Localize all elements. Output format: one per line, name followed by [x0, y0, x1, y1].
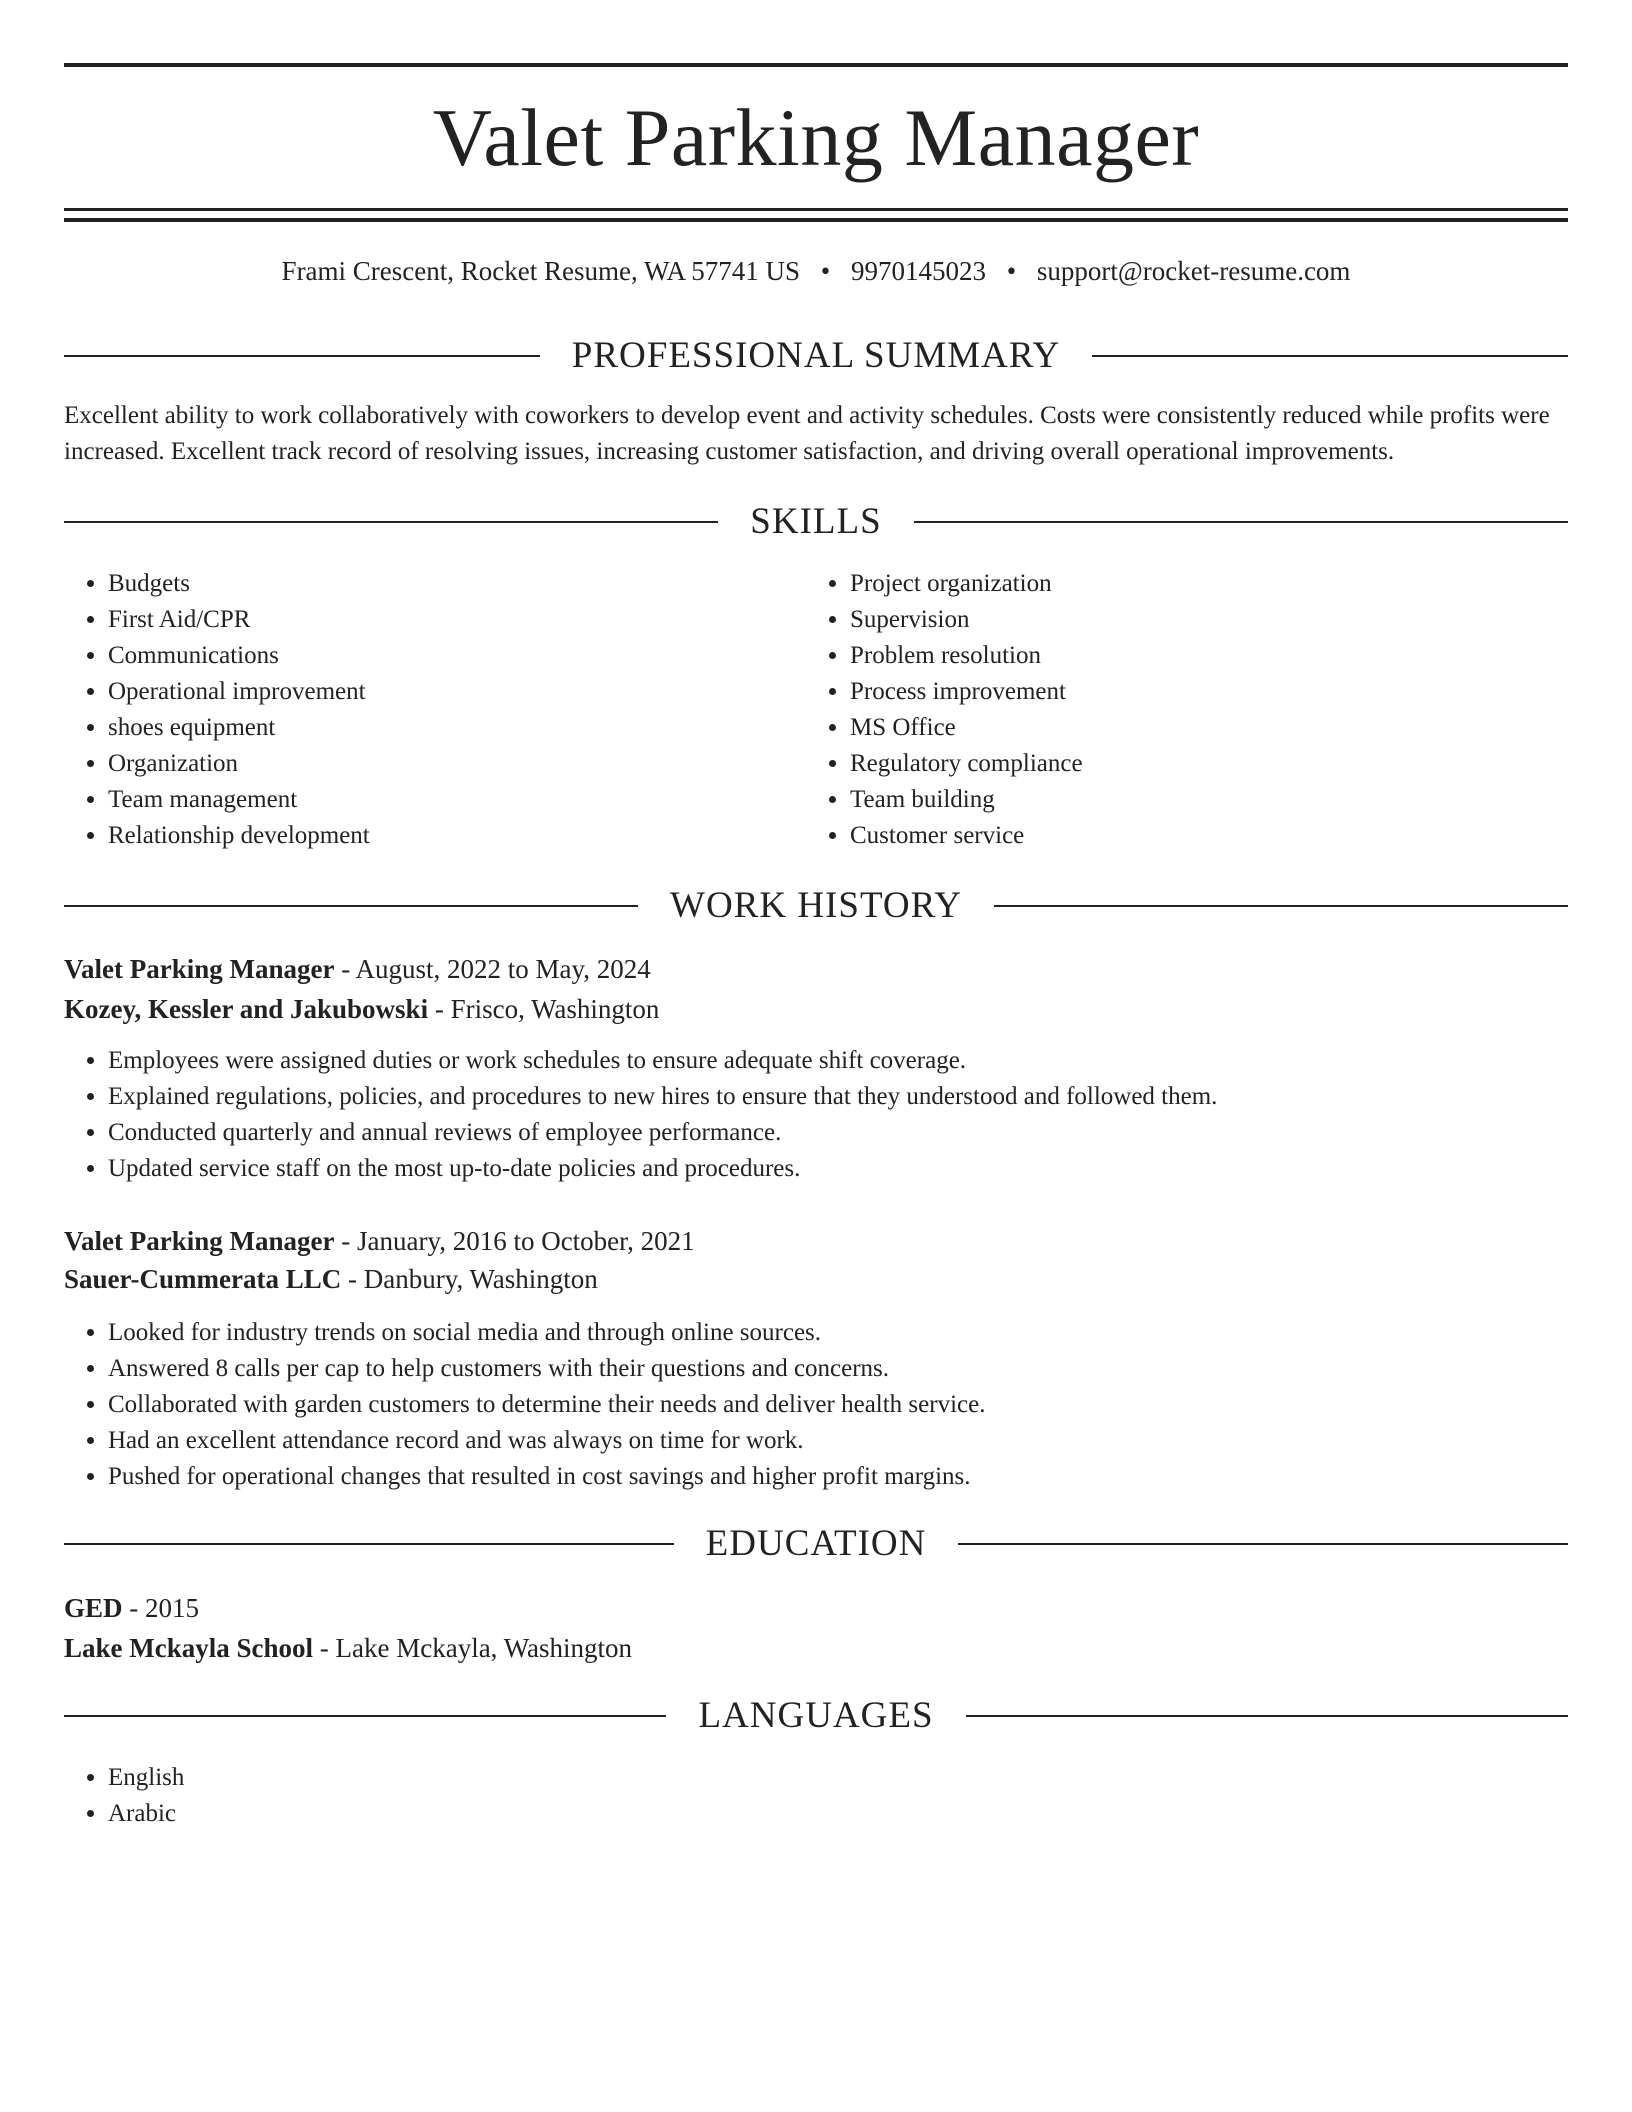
summary-section-title: PROFESSIONAL SUMMARY	[571, 335, 1061, 376]
job-bullet: • Collaborated with garden customers to determine their needs and deliver health service.	[108, 1387, 985, 1423]
education-location: Lake Mckayla, Washington	[335, 1633, 633, 1663]
job-title-line	[64, 1221, 695, 1261]
skill-item: • Budgets	[108, 566, 370, 602]
education-year: 2015	[145, 1593, 200, 1623]
section-rule-right	[1092, 355, 1568, 357]
section-rule-left	[64, 355, 540, 357]
section-rule-left	[64, 1543, 674, 1545]
skills-section-header	[64, 500, 1568, 544]
section-rule-left	[64, 905, 638, 907]
dash: -	[428, 994, 451, 1024]
job-company-line	[64, 989, 659, 1029]
skill-item: • Relationship development	[108, 818, 370, 854]
skill-item: • Project organization	[850, 566, 1083, 602]
skill-item: • Team building	[850, 782, 1083, 818]
education-section-header	[64, 1522, 1568, 1566]
skill-item: • Communications	[108, 638, 370, 674]
section-rule-right	[994, 905, 1568, 907]
job-dates: January, 2016 to October, 2021	[356, 1226, 695, 1256]
job-company: Kozey, Kessler and Jakubowski	[64, 994, 429, 1024]
languages-section-header	[64, 1694, 1568, 1738]
skill-item: • Team management	[108, 782, 370, 818]
skill-item: • Regulatory compliance	[850, 746, 1083, 782]
job-bullet: • Conducted quarterly and annual reviews of employee performance.	[108, 1115, 1217, 1151]
language-item: • Arabic	[108, 1796, 184, 1832]
dash: -	[341, 1264, 364, 1294]
languages-list	[64, 1760, 184, 1832]
dash: -	[334, 1226, 357, 1256]
candidate-name: Valet Parking Manager	[432, 92, 1200, 183]
skill-item: • Organization	[108, 746, 370, 782]
education-section-title: EDUCATION	[705, 1523, 927, 1564]
job-bullets	[64, 1043, 1217, 1187]
dash: -	[122, 1593, 146, 1623]
contact-separator: •	[1006, 256, 1017, 286]
job-company: Sauer-Cummerata LLC	[64, 1264, 342, 1294]
job-bullet: • Answered 8 calls per cap to help customers with their questions and concerns.	[108, 1351, 985, 1387]
education-school: Lake Mckayla School	[64, 1633, 314, 1663]
skill-item: • shoes equipment	[108, 710, 370, 746]
contact-phone: 9970145023	[850, 256, 986, 286]
job-location: Danbury, Washington	[363, 1264, 598, 1294]
job-bullet: • Updated service staff on the most up-to-date policies and procedures.	[108, 1151, 1217, 1187]
work-section-header	[64, 884, 1568, 928]
dash: -	[313, 1633, 336, 1663]
job-bullets	[64, 1315, 985, 1495]
skill-item: • Process improvement	[850, 674, 1083, 710]
header-top-rule	[64, 63, 1568, 67]
skill-item: • MS Office	[850, 710, 1083, 746]
job-role: Valet Parking Manager	[64, 1226, 335, 1256]
skill-item: • Supervision	[850, 602, 1083, 638]
contact-separator: •	[820, 256, 831, 286]
job-dates: August, 2022 to May, 2024	[355, 954, 651, 984]
skill-item: • First Aid/CPR	[108, 602, 370, 638]
job-bullet: • Looked for industry trends on social media and through online sources.	[108, 1315, 985, 1351]
job-bullet: • Employees were assigned duties or work schedules to ensure adequate shift coverage.	[108, 1043, 1217, 1079]
contact-line	[64, 253, 1568, 289]
section-rule-left	[64, 1715, 666, 1717]
summary-section-header	[64, 334, 1568, 378]
summary-text: Excellent ability to work collaboratively with coworkers to develop event and activity schedules. Costs were consistently reduced while profits were increased. Excellent track record of resolving issues, increasing customer satisfaction, and driving overall operational improvements.	[64, 402, 1550, 465]
section-rule-right	[914, 521, 1568, 523]
education-degree: GED	[64, 1593, 123, 1623]
section-rule-left	[64, 521, 718, 523]
skills-list-right	[806, 566, 1083, 854]
skill-item: • Problem resolution	[850, 638, 1083, 674]
job-location: Frisco, Washington	[450, 994, 660, 1024]
education-school-line	[64, 1628, 632, 1668]
header-bottom-rule	[64, 208, 1568, 222]
job-title-line	[64, 949, 651, 989]
language-item: • English	[108, 1760, 184, 1796]
skill-item: • Operational improvement	[108, 674, 370, 710]
job-role: Valet Parking Manager	[64, 954, 335, 984]
contact-email: support@rocket-resume.com	[1036, 256, 1351, 286]
section-rule-right	[958, 1543, 1568, 1545]
skills-list-left	[64, 566, 370, 854]
job-bullet: • Explained regulations, policies, and procedures to new hires to ensure that they understood and followed them.	[108, 1079, 1217, 1115]
job-bullet: • Pushed for operational changes that resulted in cost savings and higher profit margins.	[108, 1459, 985, 1495]
work-section-title: WORK HISTORY	[670, 885, 962, 926]
job-bullet: • Had an excellent attendance record and was always on time for work.	[108, 1423, 985, 1459]
skills-section-title: SKILLS	[750, 501, 882, 542]
skill-item: • Customer service	[850, 818, 1083, 854]
contact-address: Frami Crescent, Rocket Resume, WA 57741 US	[281, 256, 800, 286]
education-degree-line	[64, 1588, 199, 1628]
job-company-line	[64, 1259, 598, 1299]
dash: -	[334, 954, 356, 984]
section-rule-right	[966, 1715, 1568, 1717]
languages-section-title: LANGUAGES	[698, 1695, 934, 1736]
